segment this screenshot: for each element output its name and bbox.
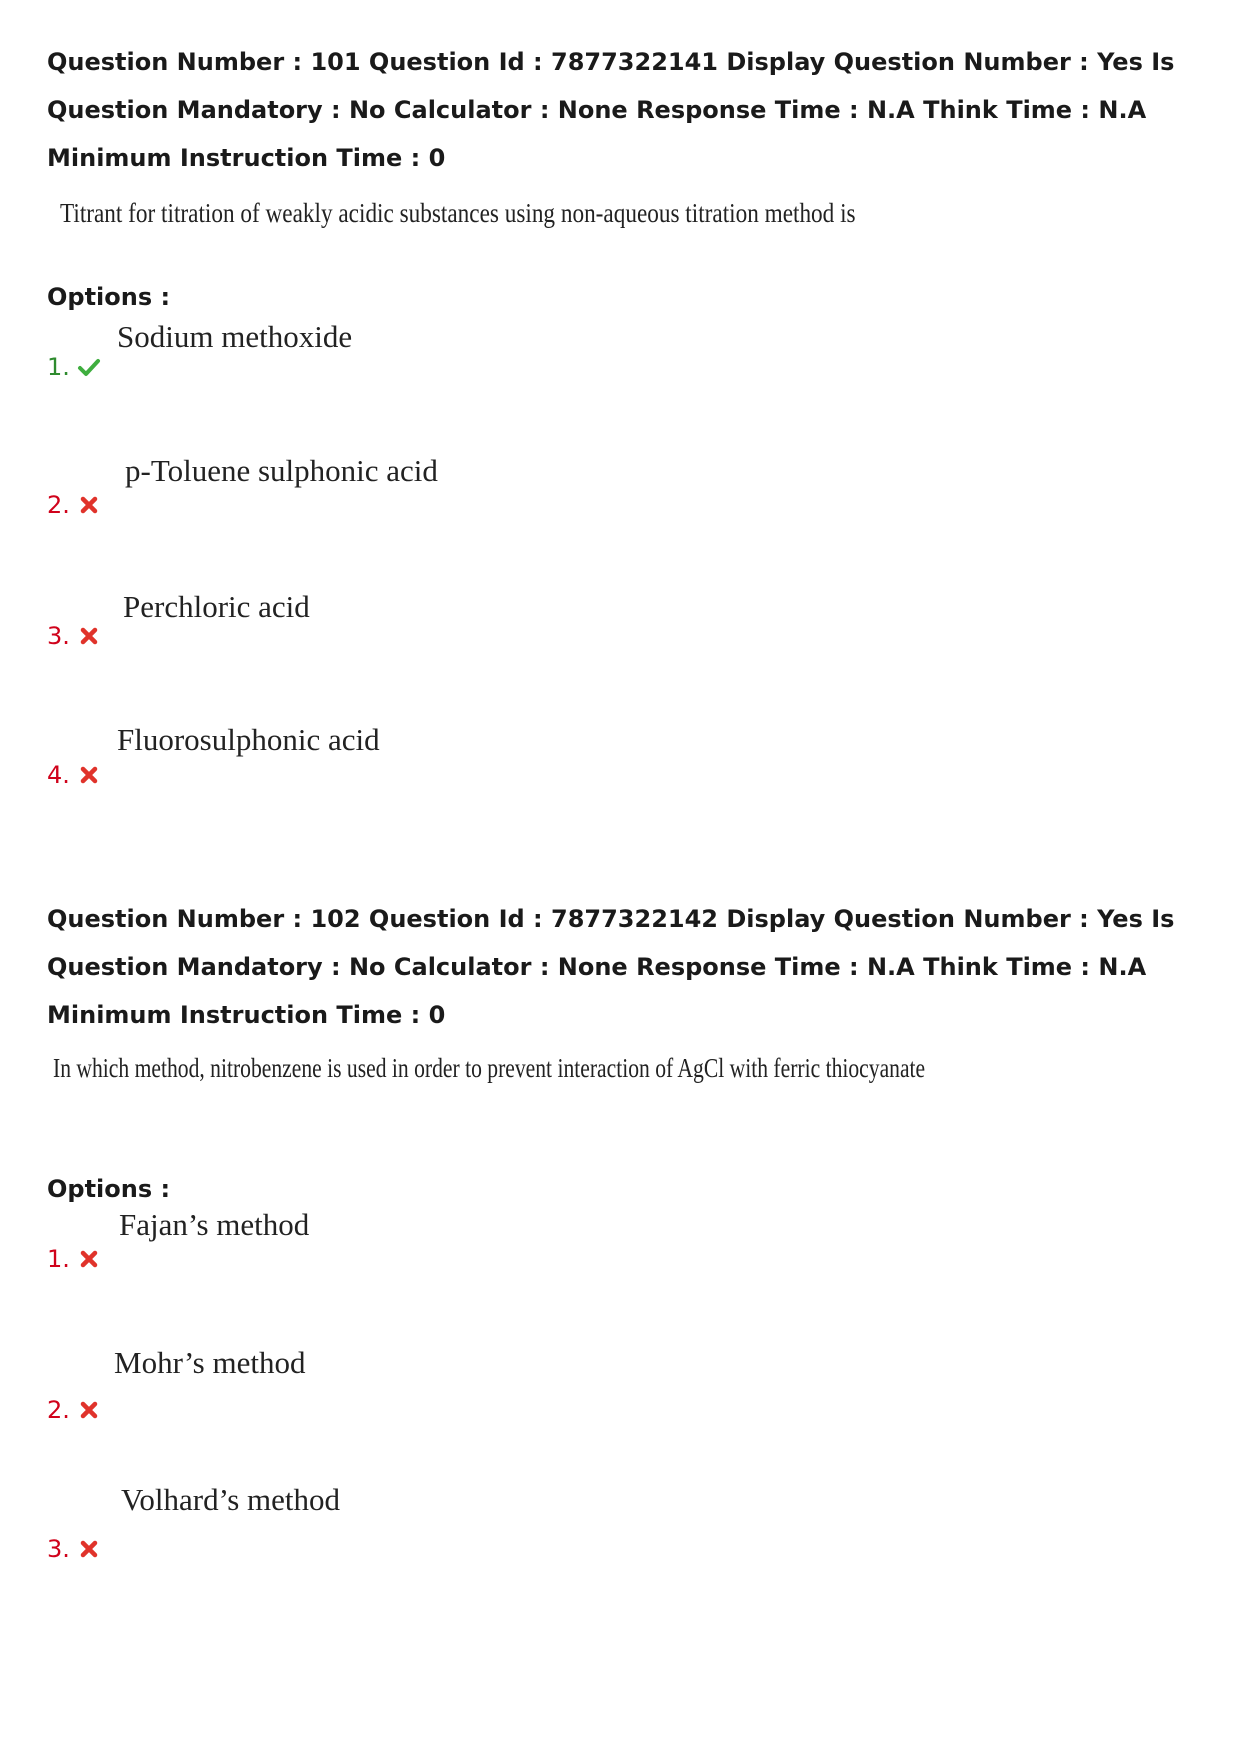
option-text: Volhard’s method [121,1482,340,1517]
option-number: 3. [47,1535,70,1563]
options-heading: Options : [47,283,171,311]
option-2 [0,453,1240,541]
question-header: Question Number : 102 Question Id : 7877322142 Display Question Number : Yes Is Question Mandatory : No Calculator : None Response Time : N.A Think Time : N.A Minimum Instruction Time : 0 [47,905,1175,1029]
option-number: 4. [47,761,70,789]
question-block-102 [0,905,1240,1755]
option-text: Perchloric acid [123,589,310,624]
question-header: Question Number : 101 Question Id : 7877322141 Display Question Number : Yes Is Question Mandatory : No Calculator : None Response Time : N.A Think Time : N.A Minimum Instruction Time : 0 [47,48,1175,172]
cross-icon [77,1537,101,1561]
option-1 [0,1207,1240,1295]
option-number: 2. [47,491,70,519]
cross-icon [77,763,101,787]
check-icon [77,355,101,379]
option-2 [0,1345,1240,1446]
cross-icon [77,1247,101,1271]
option-1 [0,319,1240,403]
option-text: p-Toluene sulphonic acid [125,453,438,488]
option-text: Fluorosulphonic acid [117,722,380,757]
option-number: 1. [47,1245,70,1273]
option-number: 2. [47,1396,70,1424]
options-heading: Options : [47,1175,171,1203]
cross-icon [77,493,101,517]
question-block-101 [0,0,1240,860]
option-3 [0,589,1240,672]
option-4 [0,722,1240,811]
option-text: Mohr’s method [114,1345,306,1380]
cross-icon [77,1398,101,1422]
question-text: In which method, nitrobenzene is used in order to prevent interaction of AgCl with ferric thiocyanate [53,1053,926,1083]
question-text: Titrant for titration of weakly acidic substances using non-aqueous titration method is [60,198,856,228]
option-text: Fajan’s method [119,1207,310,1242]
option-number: 3. [47,622,70,650]
option-text: Sodium methoxide [117,319,353,354]
cross-icon [77,624,101,648]
option-number: 1. [47,353,70,381]
option-3 [0,1482,1240,1585]
